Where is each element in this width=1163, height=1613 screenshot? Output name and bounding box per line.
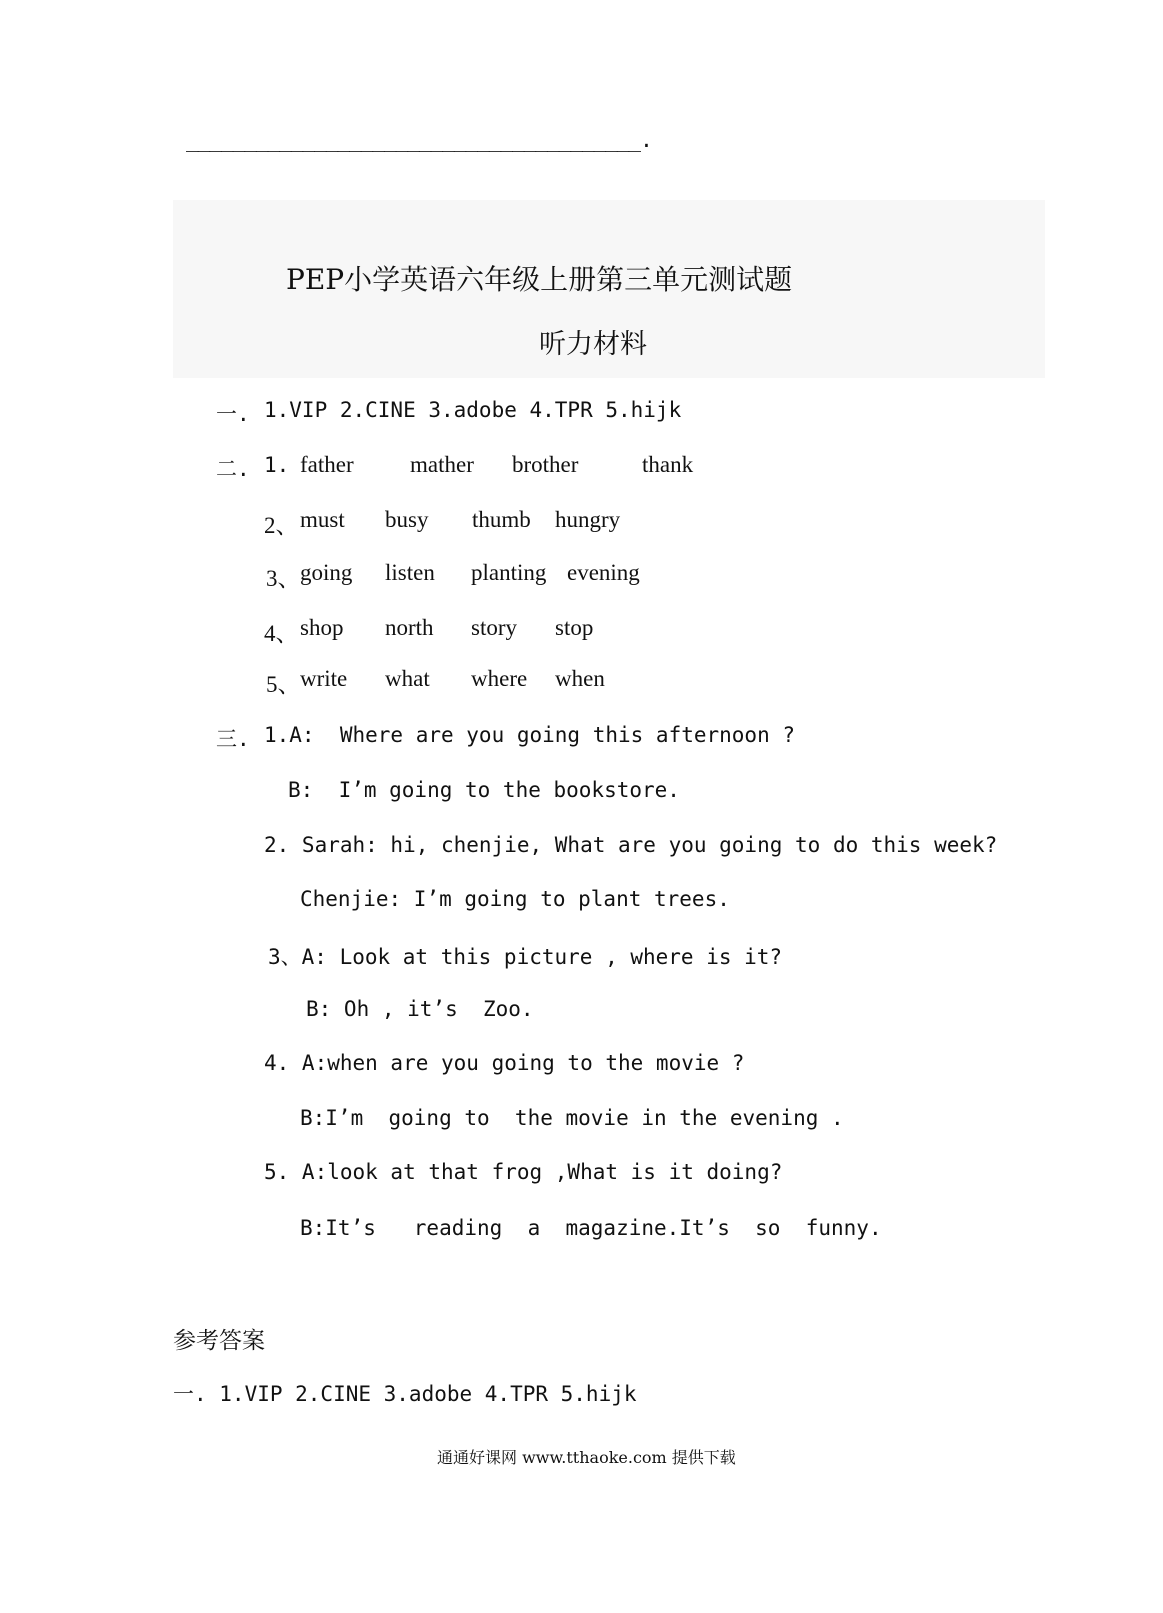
section-1-text: 1.VIP 2.CINE 3.adobe 4.TPR 5.hijk bbox=[264, 398, 682, 422]
word: shop bbox=[300, 615, 344, 640]
word: evening bbox=[567, 560, 640, 585]
page-footer: 通通好课网 www.tthaoke.com 提供下载 bbox=[437, 1448, 736, 1467]
answers-line-1: 一. 1.VIP 2.CINE 3.adobe 4.TPR 5.hijk bbox=[173, 1382, 637, 1406]
word-row-index: 4、 bbox=[264, 621, 299, 646]
dialogue-line: B:It’s reading a magazine.It’s so funny. bbox=[300, 1216, 882, 1240]
word: busy bbox=[385, 507, 429, 532]
word: hungry bbox=[555, 507, 621, 532]
word: what bbox=[385, 666, 430, 691]
word: thank bbox=[642, 452, 694, 477]
word: where bbox=[471, 666, 528, 691]
word: planting bbox=[471, 560, 547, 585]
word: listen bbox=[385, 560, 435, 585]
word: brother bbox=[512, 452, 579, 477]
dialogue-line: 4. A:when are you going to the movie ? bbox=[264, 1051, 745, 1075]
word: must bbox=[300, 507, 345, 532]
word: north bbox=[385, 615, 434, 640]
page-subtitle: 听力材料 bbox=[539, 329, 647, 360]
word: write bbox=[300, 666, 348, 691]
word-row-index: 1. bbox=[264, 453, 290, 477]
section-3-number: 三. bbox=[216, 727, 250, 751]
dialogue-line: 1.A: Where are you going this afternoon ? bbox=[264, 723, 796, 747]
dialogue-line: B: Oh , it’s Zoo. bbox=[306, 997, 534, 1021]
word: when bbox=[555, 666, 605, 691]
word: stop bbox=[555, 615, 594, 640]
page-title: PEP小学英语六年级上册第三单元测试题 bbox=[286, 263, 793, 296]
word: mather bbox=[410, 452, 474, 477]
dialogue-line: B: I’m going to the bookstore. bbox=[288, 778, 680, 802]
section-1-number: 一. bbox=[216, 402, 250, 426]
dialogue-line: B:I’m going to the movie in the evening . bbox=[300, 1106, 844, 1130]
answer-blank-line: _______________________________________. bbox=[186, 128, 652, 152]
word-row-index: 3、 bbox=[266, 566, 301, 591]
dialogue-line: 2. Sarah: hi, chenjie, What are you going to do this week? bbox=[264, 833, 998, 857]
word-row-index: 2、 bbox=[264, 513, 299, 538]
dialogue-line: 5. A:look at that frog ,What is it doing? bbox=[264, 1160, 783, 1184]
section-2-number: 二. bbox=[216, 457, 250, 481]
title-block bbox=[173, 200, 1045, 378]
word: story bbox=[471, 615, 517, 640]
word-row-index: 5、 bbox=[266, 672, 301, 697]
word: going bbox=[300, 560, 353, 585]
answers-heading: 参考答案 bbox=[173, 1328, 265, 1354]
word: father bbox=[300, 452, 354, 477]
word: thumb bbox=[472, 507, 531, 532]
dialogue-line: 3、A: Look at this picture , where is it? bbox=[268, 945, 783, 969]
dialogue-line: Chenjie: I’m going to plant trees. bbox=[300, 887, 730, 911]
